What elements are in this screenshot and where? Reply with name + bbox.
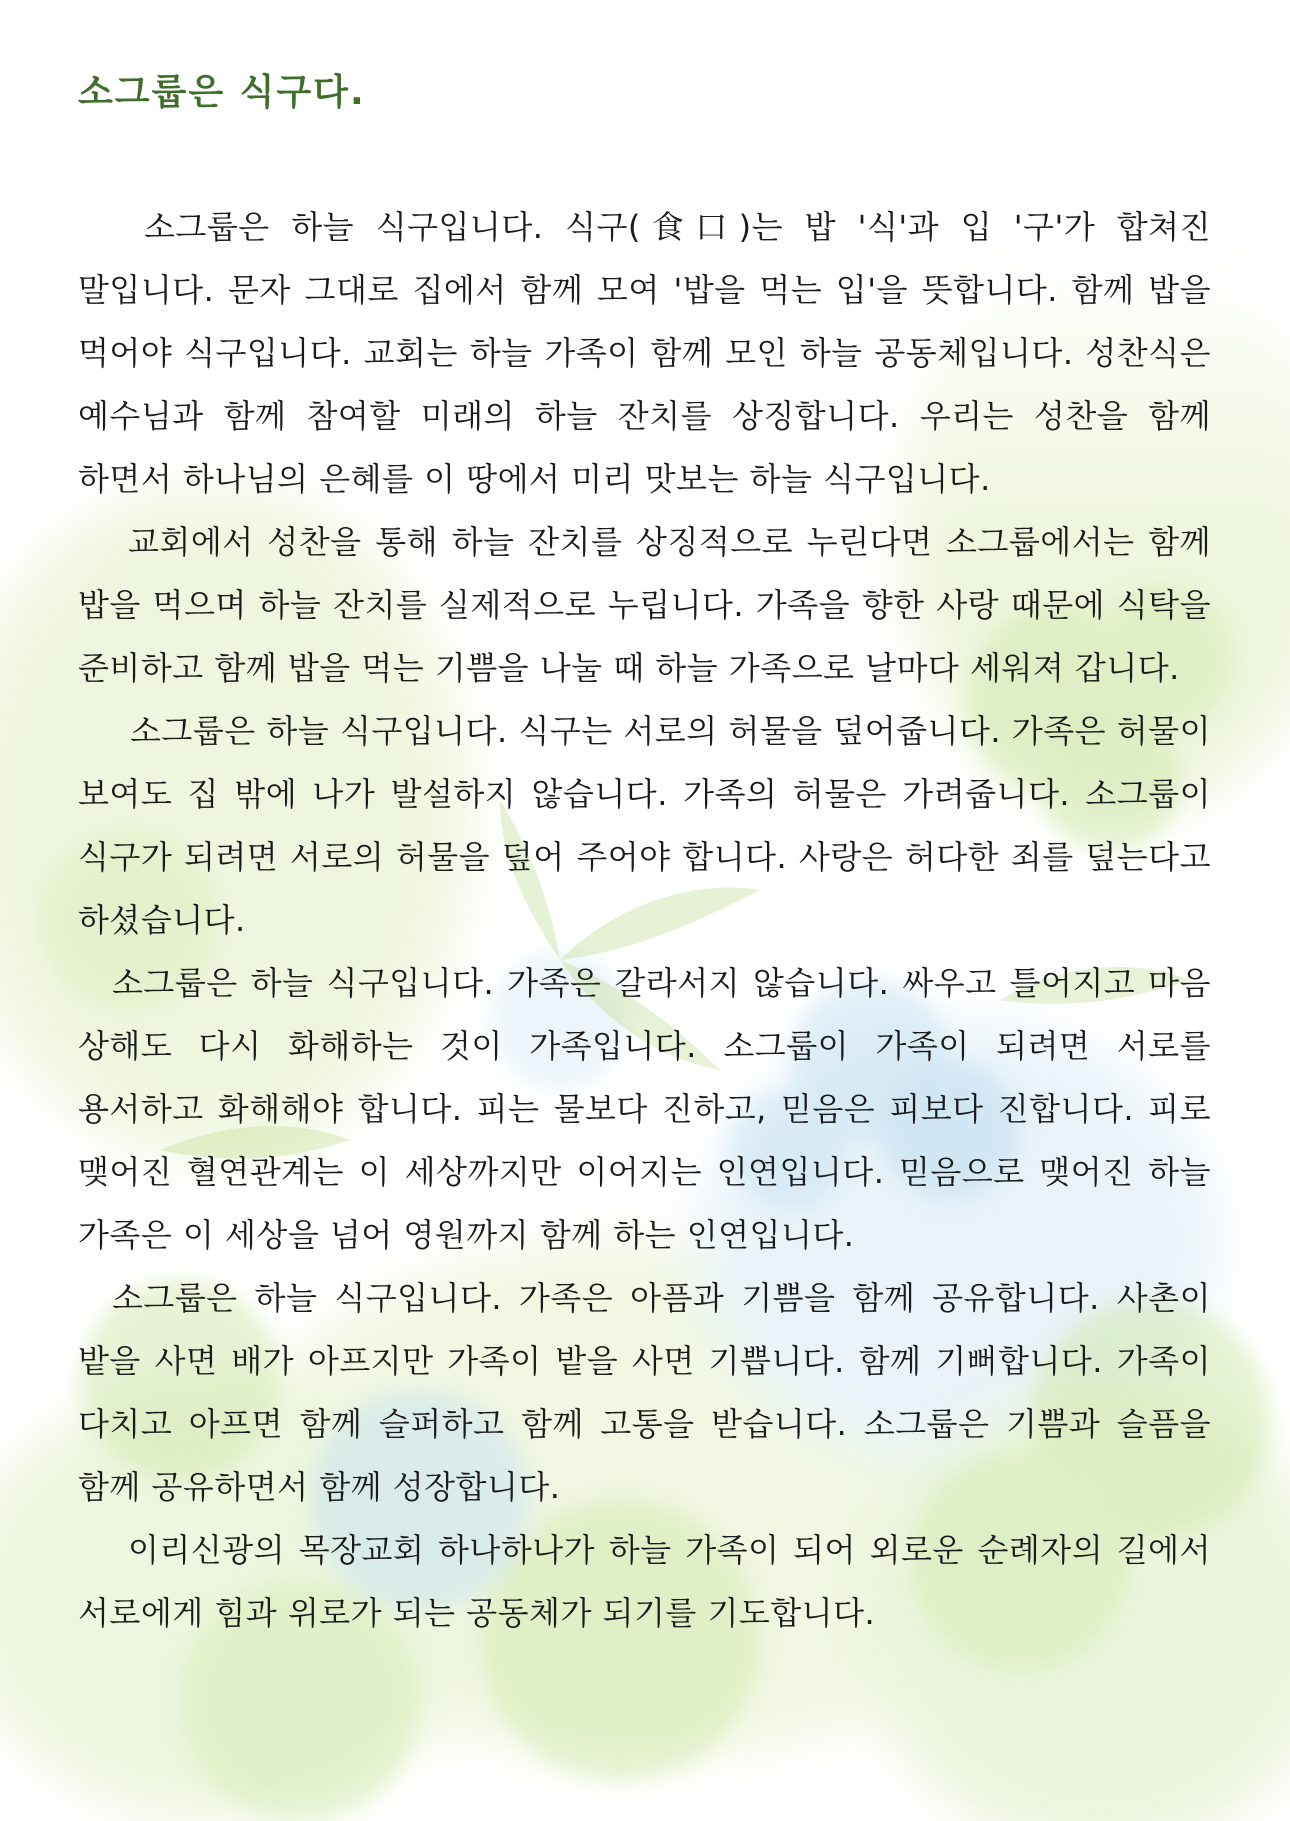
paragraph-4: 소그룹은 하늘 식구입니다. 가족은 갈라서지 않습니다. 싸우고 틀어지고 마음 상해도 다시 화해하는 것이 가족입니다. 소그룹이 가족이 되려면 서로를 용서하고 화해해야 합니다. 피는 물보다 진하고, 믿음은 피보다 진합니다. 피로 맺어진 혈연관계는 이 세상까지만 이어지는 인연입니다. 믿음으로 맺어진 하늘 가족은 이 세상을 넘어 영원까지 함께 하는 인연입니다.	[78, 964, 1211, 1254]
paragraph-6: 이리신광의 목장교회 하나하나가 하늘 가족이 되어 외로운 순례자의 길에서 서로에게 힘과 위로가 되는 공동체가 되기를 기도합니다.	[78, 1531, 1211, 1632]
paragraph-3: 소그룹은 하늘 식구입니다. 식구는 서로의 허물을 덮어줍니다. 가족은 허물이 보여도 집 밖에 나가 발설하지 않습니다. 가족의 허물은 가려줍니다. 소그룹이 식구가 되려면 서로의 허물을 덮어 주어야 합니다. 사랑은 허다한 죄를 덮는다고 하셨습니다.	[78, 712, 1211, 939]
paragraph-2: 교회에서 성찬을 통해 하늘 잔치를 상징적으로 누린다면 소그룹에서는 함께 밥을 먹으며 하늘 잔치를 실제적으로 누립니다. 가족을 향한 사랑 때문에 식탁을 준비하고 함께 밥을 먹는 기쁨을 나눌 때 하늘 가족으로 날마다 세워져 갑니다.	[78, 523, 1211, 687]
page-title: 소그룹은 식구다.	[78, 72, 366, 113]
article-body	[78, 196, 1211, 1645]
paragraph-5: 소그룹은 하늘 식구입니다. 가족은 아픔과 기쁨을 함께 공유합니다. 사촌이 밭을 사면 배가 아프지만 가족이 밭을 사면 기쁩니다. 함께 기뻐합니다. 가족이 다치고 아프면 함께 슬퍼하고 함께 고통을 받습니다. 소그룹은 기쁨과 슬픔을 함께 공유하면서 함께 성장합니다.	[78, 1279, 1211, 1506]
paragraph-1: 소그룹은 하늘 식구입니다. 식구(食口)는 밥 '식'과 입 '구'가 합쳐진 말입니다. 문자 그대로 집에서 함께 모여 '밥을 먹는 입'을 뜻합니다. 함께 밥을 먹어야 식구입니다. 교회는 하늘 가족이 함께 모인 하늘 공동체입니다. 성찬식은 예수님과 함께 참여할 미래의 하늘 잔치를 상징합니다. 우리는 성찬을 함께 하면서 하나님의 은혜를 이 땅에서 미리 맛보는 하늘 식구입니다.	[78, 208, 1211, 498]
